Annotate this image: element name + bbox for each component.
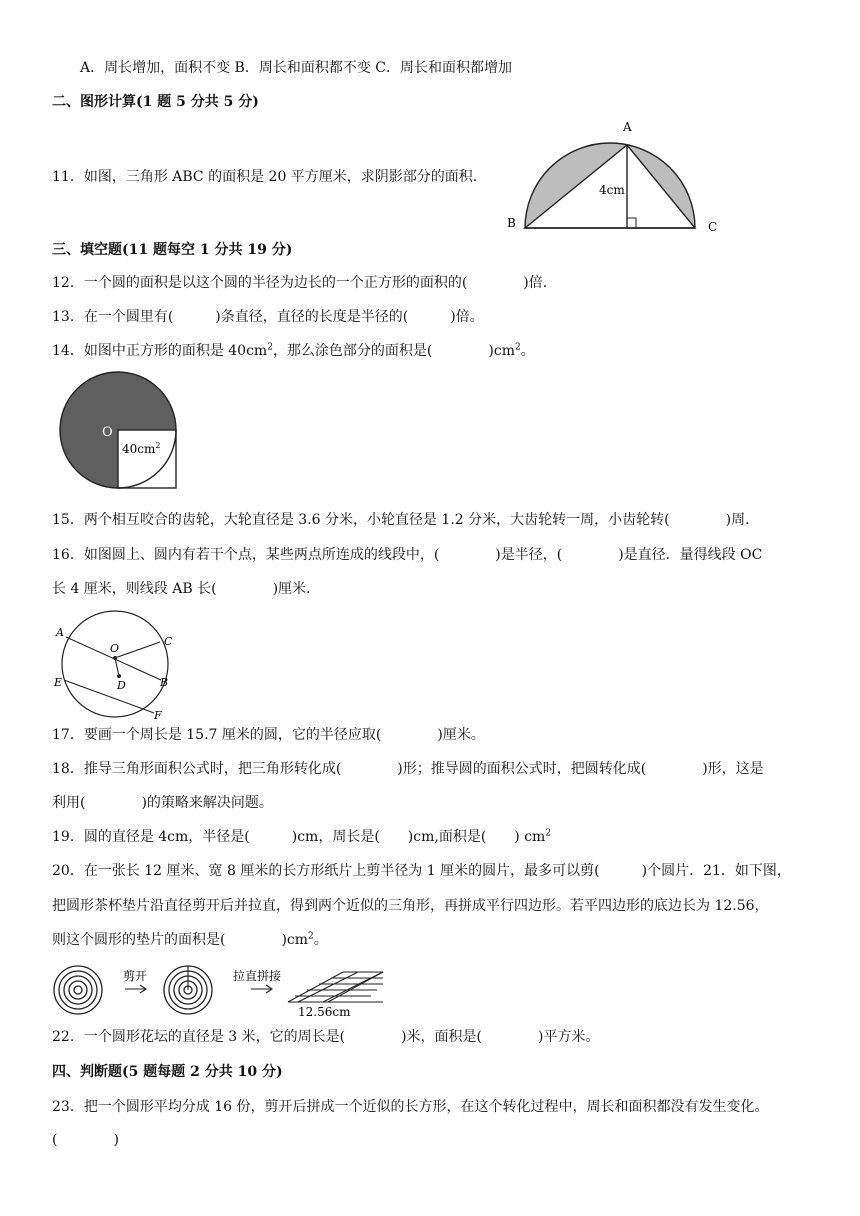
q19-text-main: 19．圆的直径是 4cm，半径是( )cm，周长是( )cm,面积是( ) cm	[52, 829, 546, 845]
q23-line1: 23．把一个圆形平均分成 16 份，剪开后拼成一个近似的长方形，在这个转化过程中，周长和面积都没有发生变化。	[52, 1099, 769, 1115]
q11-label-c: C	[708, 220, 718, 234]
q14-sup1: 2	[267, 342, 273, 353]
q21-parallelogram	[298, 972, 383, 1002]
q16-circle-figure	[53, 618, 183, 722]
q21-arrow-2	[251, 985, 272, 993]
q14-square	[118, 430, 176, 488]
q21-line3-end: 。	[313, 932, 328, 948]
q14-circle-figure	[58, 370, 183, 490]
q16-point-d	[117, 674, 121, 678]
section-3-title: 三、填空题(11 题每空 1 分共 19 分)	[52, 242, 293, 258]
q18-line1: 18．推导三角形面积公式时，把三角形转化成( )形；推导圆的面积公式时，把圆转化成( )形，这是	[52, 761, 764, 777]
q16-label-f: F	[154, 709, 162, 722]
q11-height-label: 4cm	[599, 183, 625, 197]
q16-line2: 长 4 厘米，则线段 AB 长( )厘米.	[52, 581, 311, 597]
q17-text: 17．要画一个周长是 15.7 厘米的圆，它的半径应取( )厘米。	[52, 727, 485, 743]
q11-semicircle-figure	[498, 118, 738, 238]
q10-options: A．周长增加，面积不变 B．周长和面积都不变 C．周长和面积都增加	[80, 60, 513, 76]
q18-line2: 利用( )的策略来解决问题。	[52, 795, 273, 811]
section-4-title: 四、判断题(5 题每题 2 分共 10 分)	[52, 1064, 283, 1080]
q19-text	[52, 827, 551, 847]
q16-label-e: E	[54, 676, 63, 689]
q14-text	[52, 341, 535, 361]
q12-text: 12．一个圆的面积是以这个圆的半径为边长的一个正方形的面积的( )倍.	[52, 275, 548, 291]
q11-label-a: A	[623, 120, 632, 134]
q19-sup: 2	[545, 828, 552, 839]
q11-text: 11．如图，三角形 ABC 的面积是 20 平方厘米，求阴影部分的面积.	[52, 169, 478, 185]
q14-center-label: O	[102, 425, 113, 440]
q16-segment-oc	[115, 642, 160, 658]
q16-point-o	[113, 656, 117, 660]
q21-line3-sup: 2	[308, 931, 314, 942]
q16-line1: 16．如图圆上、圆内有若干个点，某些两点所连成的线段中，( )是半径，( )是直径．量得线段 OC	[52, 547, 763, 563]
q21-coaster-figure	[53, 962, 393, 1022]
q21-line3	[52, 930, 328, 950]
q14-square-label	[122, 441, 160, 456]
q21-stretch-label: 拉直拼接	[233, 969, 282, 983]
q22-text: 22．一个圆形花坛的直径是 3 米，它的周长是( )米，面积是( )平方米。	[52, 1029, 600, 1045]
q16-circle	[62, 611, 168, 717]
q13-text: 13．在一个圆里有( )条直径，直径的长度是半径的( )倍。	[52, 309, 484, 325]
q14-square-label-sup: 2	[155, 441, 161, 450]
q21-line3-before: 则这个圆形的垫片的面积是( )cm	[52, 932, 309, 948]
q16-segment-ef	[64, 680, 154, 713]
q15-text: 15．两个相互咬合的齿轮，大轮直径是 3.6 分米，小轮直径是 1.2 分米，大齿轮转一周，小齿轮转( )周.	[52, 512, 750, 528]
q14-sup2: 2	[514, 342, 521, 353]
q16-label-a: A	[56, 626, 64, 639]
section-2-title: 二、图形计算(1 题 5 分共 5 分)	[52, 94, 259, 110]
q14-text-after: ，那么涂色部分的面积是( )cm	[272, 343, 515, 359]
q21-parallelogram-stripes	[288, 972, 383, 1002]
q21-arrow-1	[125, 985, 146, 993]
q21-cut-label: 剪开	[123, 969, 148, 983]
q16-label-b: B	[160, 676, 169, 689]
q11-label-b: B	[507, 216, 516, 230]
q21-base-label: 12.56cm	[298, 1005, 351, 1019]
q16-label-d: D	[117, 679, 126, 692]
q14-text-end: 。	[520, 343, 535, 359]
q16-label-o: O	[110, 642, 120, 655]
q14-square-label-text: 40cm	[122, 442, 156, 456]
q23-answer-blank[interactable]: ( )	[52, 1132, 119, 1148]
q14-text-before: 14．如图中正方形的面积是 40cm	[52, 343, 268, 359]
q21-concentric-circles-1	[54, 966, 102, 1014]
q21-line2: 把圆形茶杯垫片沿直径剪开后并拉直，得到两个近似的三角形，再拼成平行四边形。若平四边形的底边长为 12.56，	[52, 898, 769, 914]
q16-label-c: C	[164, 635, 173, 648]
q20-line1: 20．在一张长 12 厘米、宽 8 厘米的长方形纸片上剪半径为 1 厘米的圆片，最多可以剪( )个圆片．21．如下图，	[52, 863, 791, 879]
